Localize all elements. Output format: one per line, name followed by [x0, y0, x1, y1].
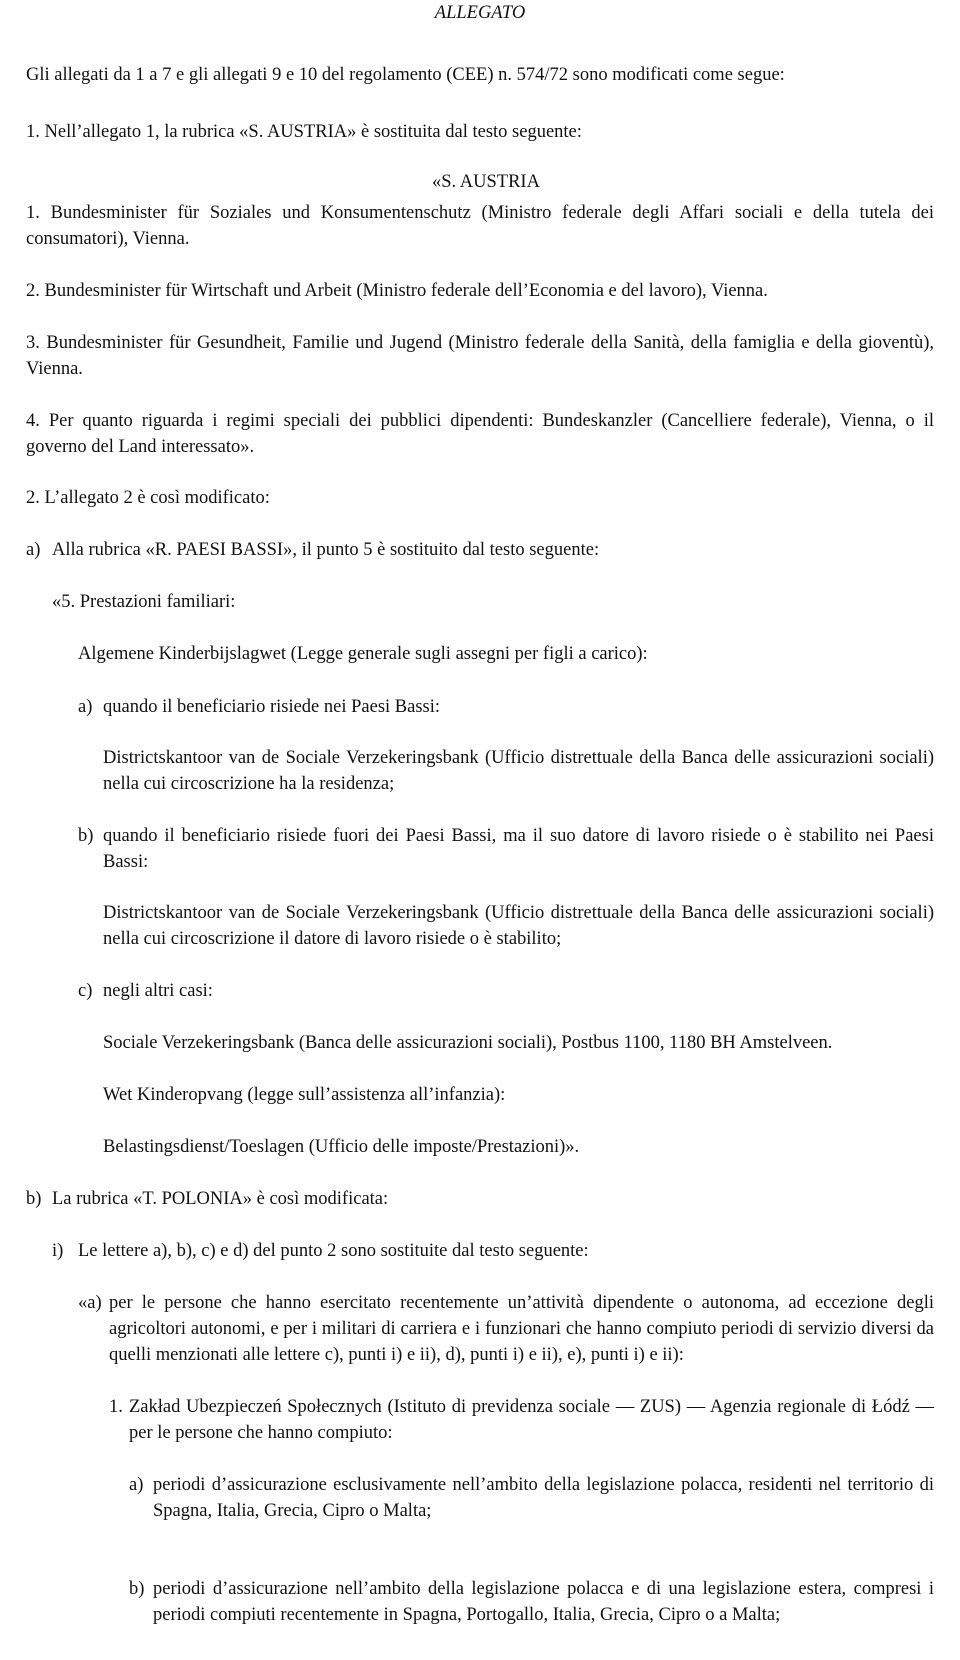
nl-c-detail: Sociale Verzekeringsbank (Banca delle assicurazioni sociali), Postbus 1100, 1180 BH Amstelveen.: [103, 1033, 833, 1053]
pl-1b-label: b): [129, 1579, 145, 1599]
wet-kinderopvang: Wet Kinderopvang (legge sull’assistenza all’infanzia):: [103, 1085, 506, 1105]
pl-a-text: per le persone che hanno esercitato recentemente un’attività dipendente o autonoma, ad eccezione degli agricoltori autonomi, e per i militari di carriera e i funzionari che hanno compiuto periodi di servizio diversi da quelli menzionati alle lettere c), punti i) e ii), d), punti i) e ii), e), punti i) e ii):: [109, 1293, 934, 1365]
sub-b-text: La rubrica «T. POLONIA» è così modificata:: [52, 1189, 389, 1209]
austria-heading: «S. AUSTRIA: [432, 172, 540, 192]
sub-i-label: i): [52, 1241, 64, 1261]
algemene-kinderbijslagwet: Algemene Kinderbijslagwet (Legge generale sugli assegni per figli a carico):: [78, 644, 648, 664]
nl-b-label: b): [78, 826, 94, 846]
austria-item-2: 2. Bundesminister für Wirtschaft und Arbeit (Ministro federale dell’Economia e del lavoro), Vienna.: [26, 281, 768, 301]
pl-a-label: «a): [78, 1293, 102, 1313]
item-2: 2. L’allegato 2 è così modificato:: [26, 488, 270, 508]
nl-a-label: a): [78, 697, 93, 717]
austria-item-1: 1. Bundesminister für Soziales und Konsumentenschutz (Ministro federale degli Affari sociali e della tutela dei consumatori), Vienna.: [26, 203, 934, 249]
pl-1a-label: a): [129, 1475, 144, 1495]
document-title: ALLEGATO: [434, 3, 526, 23]
pl-1b-text: periodi d’assicurazione nell’ambito della legislazione polacca e di una legislazione estera, compresi i periodi compiuti recentemente in Spagna, Portogallo, Italia, Grecia, Cipro o a Malta;: [153, 1579, 934, 1625]
intro-paragraph: Gli allegati da 1 a 7 e gli allegati 9 e 10 del regolamento (CEE) n. 574/72 sono modificati come segue:: [26, 65, 785, 85]
nl-a-detail: Districtskantoor van de Sociale Verzekeringsbank (Ufficio distrettuale della Banca delle assicurazioni sociali) nella cui circoscrizione ha la residenza;: [103, 748, 934, 794]
sub-b-label: b): [26, 1189, 42, 1209]
nl-b-detail: Districtskantoor van de Sociale Verzekeringsbank (Ufficio distrettuale della Banca delle assicurazioni sociali) nella cui circoscrizione il datore di lavoro risiede o è stabilito;: [103, 903, 934, 949]
nl-c-text: negli altri casi:: [103, 981, 213, 1001]
sub-i-text: Le lettere a), b), c) e d) del punto 2 sono sostituite dal testo seguente:: [78, 1241, 589, 1261]
sub-a-text: Alla rubrica «R. PAESI BASSI», il punto 5 è sostituito dal testo seguente:: [52, 540, 600, 560]
nl-b-text: quando il beneficiario risiede fuori dei Paesi Bassi, ma il suo datore di lavoro risiede o è stabilito nei Paesi Bassi:: [103, 826, 934, 872]
point-5-heading: «5. Prestazioni familiari:: [52, 592, 236, 612]
nl-a-text: quando il beneficiario risiede nei Paesi Bassi:: [103, 697, 441, 717]
austria-item-4: 4. Per quanto riguarda i regimi speciali dei pubblici dipendenti: Bundeskanzler (Cancelliere federale), Vienna, o il governo del Land interessato».: [26, 411, 934, 457]
pl-1-text: Zakład Ubezpieczeń Społecznych (Istituto di previdenza sociale — ZUS) — Agenzia regionale di Łódź — per le persone che hanno compiuto:: [129, 1397, 934, 1443]
item-1: 1. Nell’allegato 1, la rubrica «S. AUSTRIA» è sostituita dal testo seguente:: [26, 122, 582, 142]
pl-1-label: 1.: [109, 1397, 123, 1417]
belastingsdienst: Belastingsdienst/Toeslagen (Ufficio delle imposte/Prestazioni)».: [103, 1137, 580, 1157]
austria-item-3: 3. Bundesminister für Gesundheit, Familie und Jugend (Ministro federale della Sanità, della famiglia e della gioventù), Vienna.: [26, 333, 934, 379]
sub-a-label: a): [26, 540, 41, 560]
nl-c-label: c): [78, 981, 93, 1001]
pl-1a-text: periodi d’assicurazione esclusivamente nell’ambito della legislazione polacca, residenti nel territorio di Spagna, Italia, Grecia, Cipro o Malta;: [153, 1475, 934, 1521]
